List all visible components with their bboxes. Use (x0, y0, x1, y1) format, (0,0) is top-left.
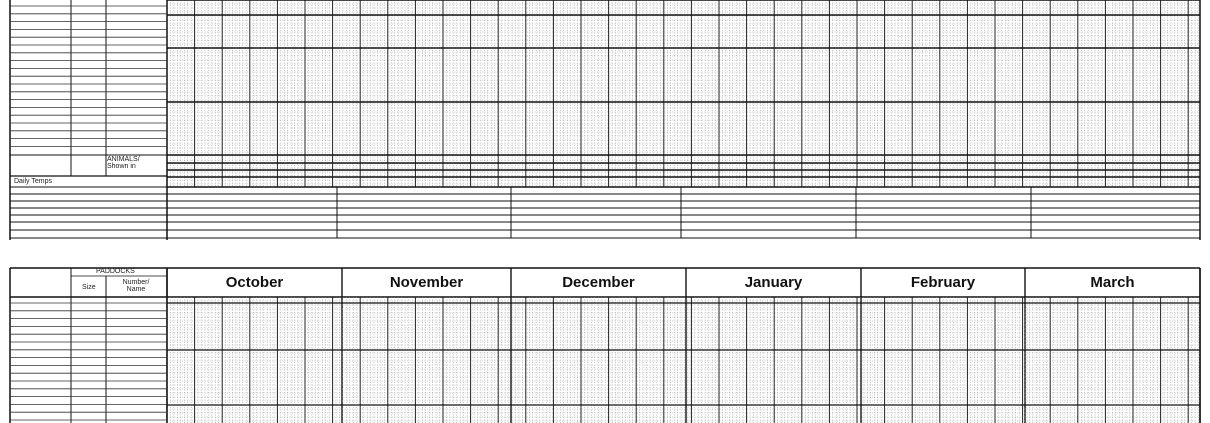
month-header-december: December (562, 274, 635, 291)
size-label: Size (82, 284, 96, 291)
month-header-february: February (910, 274, 976, 291)
number-name-label: Number/ Name (122, 279, 150, 293)
month-header-january: January (744, 274, 803, 291)
animals-label-line2: Shown in (107, 163, 136, 170)
paddocks-label: PADDOCKS (96, 268, 135, 275)
month-header-november: November (389, 274, 464, 291)
animals-label (107, 156, 140, 170)
daily-temps-label: Daily Temps (14, 178, 52, 185)
month-header-march: March (1090, 274, 1135, 291)
animals-label-line1: ANIMALS/ (107, 156, 140, 163)
month-header-october: October (225, 274, 284, 291)
